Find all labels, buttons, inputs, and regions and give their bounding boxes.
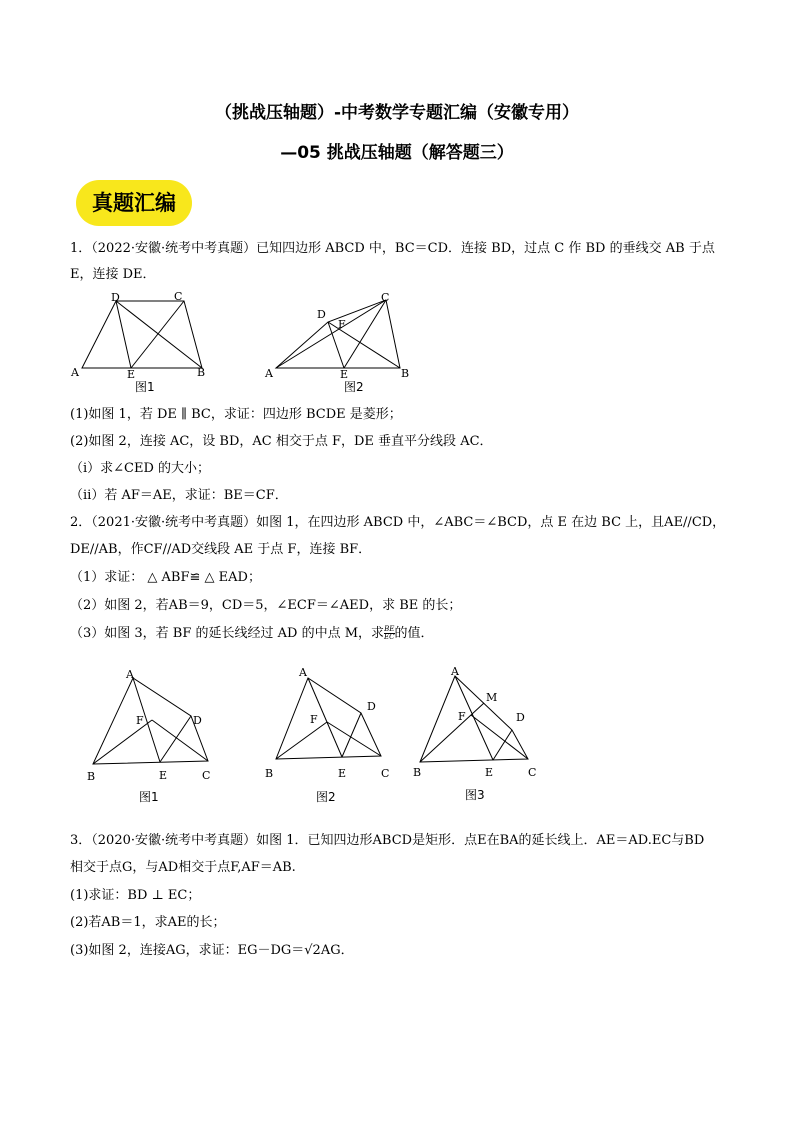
p1-figure-1 (66, 288, 216, 398)
p1-question-2i: （ⅰ）求∠CED 的大小； (70, 461, 211, 476)
p2f1-label-d: D (193, 714, 202, 727)
p2f1-label-a: A (126, 668, 134, 681)
p2f2-label-c: C (381, 767, 390, 780)
p2f1-label-f: F (136, 714, 144, 727)
p2f2-label-f: F (310, 713, 318, 726)
p3-stem-line1: 3．（2020·安徽·统考中考真题）如图 1．已知四边形ABCD是矩形．点E在BA的延长线上．AE＝AD.EC与BD (70, 833, 705, 848)
p1-question-2ii: （ⅱ）若 AF＝AE，求证：BE＝CF． (70, 488, 288, 503)
p1f1-caption: 图1 (135, 380, 155, 394)
p2-stem-line1: 2．（2021·安徽·统考中考真题）如图 1，在四边形 ABCD 中，∠ABC＝∠BCD，点 E 在边 BC 上，且AE//CD， (70, 515, 726, 530)
p2f2-caption: 图2 (316, 790, 336, 804)
p2f2-label-b: B (265, 767, 274, 780)
p1f2-label-c: C (381, 291, 390, 304)
p1-stem-line2: E，连接 DE． (70, 267, 156, 282)
p2-q3-prefix: （3）如图 3，若 BF 的延长线经过 AD 的中点 M，求 (70, 626, 385, 641)
p2f2-label-e: E (338, 767, 347, 780)
p1f1-label-e: E (127, 368, 136, 381)
p3-stem-line2: 相交于点G，与AD相交于点F,AF＝AB. (70, 860, 296, 875)
p3-question-1: (1)求证：BD ⊥ EC； (70, 888, 201, 903)
p2-figure-2 (258, 658, 398, 808)
p2f3-label-f: F (458, 710, 466, 723)
p2f3-label-b: B (413, 766, 422, 779)
p2-q3-fraction-den: EC (384, 633, 395, 641)
p3-question-2: (2)若AB＝1，求AE的长； (70, 915, 226, 930)
p2-question-3 (70, 625, 434, 643)
p1f1-label-b: B (197, 366, 206, 379)
p2-q3-fraction (384, 626, 394, 641)
p1f2-label-e: E (340, 368, 349, 381)
doc-title-line1: （挑战压轴题）-中考数学专题汇编（安徽专用） (214, 103, 580, 123)
p2f2-label-a: A (299, 666, 307, 679)
p1f2-label-b: B (401, 367, 410, 380)
p2f3-label-e: E (485, 766, 494, 779)
p2f3-label-m: M (486, 691, 498, 704)
p1f1-label-c: C (174, 290, 183, 303)
p2f3-label-d: D (516, 711, 525, 724)
p1f2-caption: 图2 (344, 380, 364, 394)
p1f1-label-a: A (71, 366, 79, 379)
p2f3-caption: 图3 (465, 788, 485, 802)
p1-stem-line1: 1．（2022·安徽·统考中考真题）已知四边形 ABCD 中，BC＝CD．连接 BD，过点 C 作 BD 的垂线交 AB 于点 (70, 241, 715, 256)
p1-figure-2 (258, 288, 418, 398)
p1f2-label-f: F (338, 318, 346, 331)
section-badge: 真题汇编 (76, 180, 192, 226)
p2f1-label-b: B (87, 770, 96, 783)
p2f1-label-e: E (159, 769, 168, 782)
p1f1-label-d: D (111, 291, 120, 304)
p2-question-1: （1）求证： △ ABF≌ △ EAD； (70, 570, 261, 585)
p3-question-3: (3)如图 2，连接AG，求证：EG－DG＝√2AG． (70, 943, 354, 958)
p2f3-label-c: C (528, 766, 537, 779)
p1-question-1: (1)如图 1，若 DE ∥ BC，求证：四边形 BCDE 是菱形； (70, 407, 402, 422)
p2-figure-3 (408, 658, 558, 808)
p1-question-2: (2)如图 2，连接 AC，设 BD，AC 相交于点 F，DE 垂直平分线段 AC． (70, 434, 493, 449)
p1f2-label-a: A (265, 367, 273, 380)
p2f2-label-d: D (367, 700, 376, 713)
p2f3-label-a: A (451, 665, 459, 678)
p1f2-label-d: D (317, 308, 326, 321)
p2f1-caption: 图1 (139, 790, 159, 804)
p2f1-label-c: C (202, 769, 211, 782)
p2-figure-1 (80, 660, 220, 810)
p2-q3-fraction-num: BE (384, 625, 395, 633)
p2-q3-suffix: 的值． (394, 626, 434, 641)
doc-title-line2: —05 挑战压轴题（解答题三） (280, 143, 514, 163)
p2-question-2: （2）如图 2，若AB＝9，CD＝5，∠ECF＝∠AED，求 BE 的长； (70, 598, 462, 613)
p2-stem-line2: DE//AB，作CF//AD交线段 AE 于点 F，连接 BF． (70, 542, 372, 557)
